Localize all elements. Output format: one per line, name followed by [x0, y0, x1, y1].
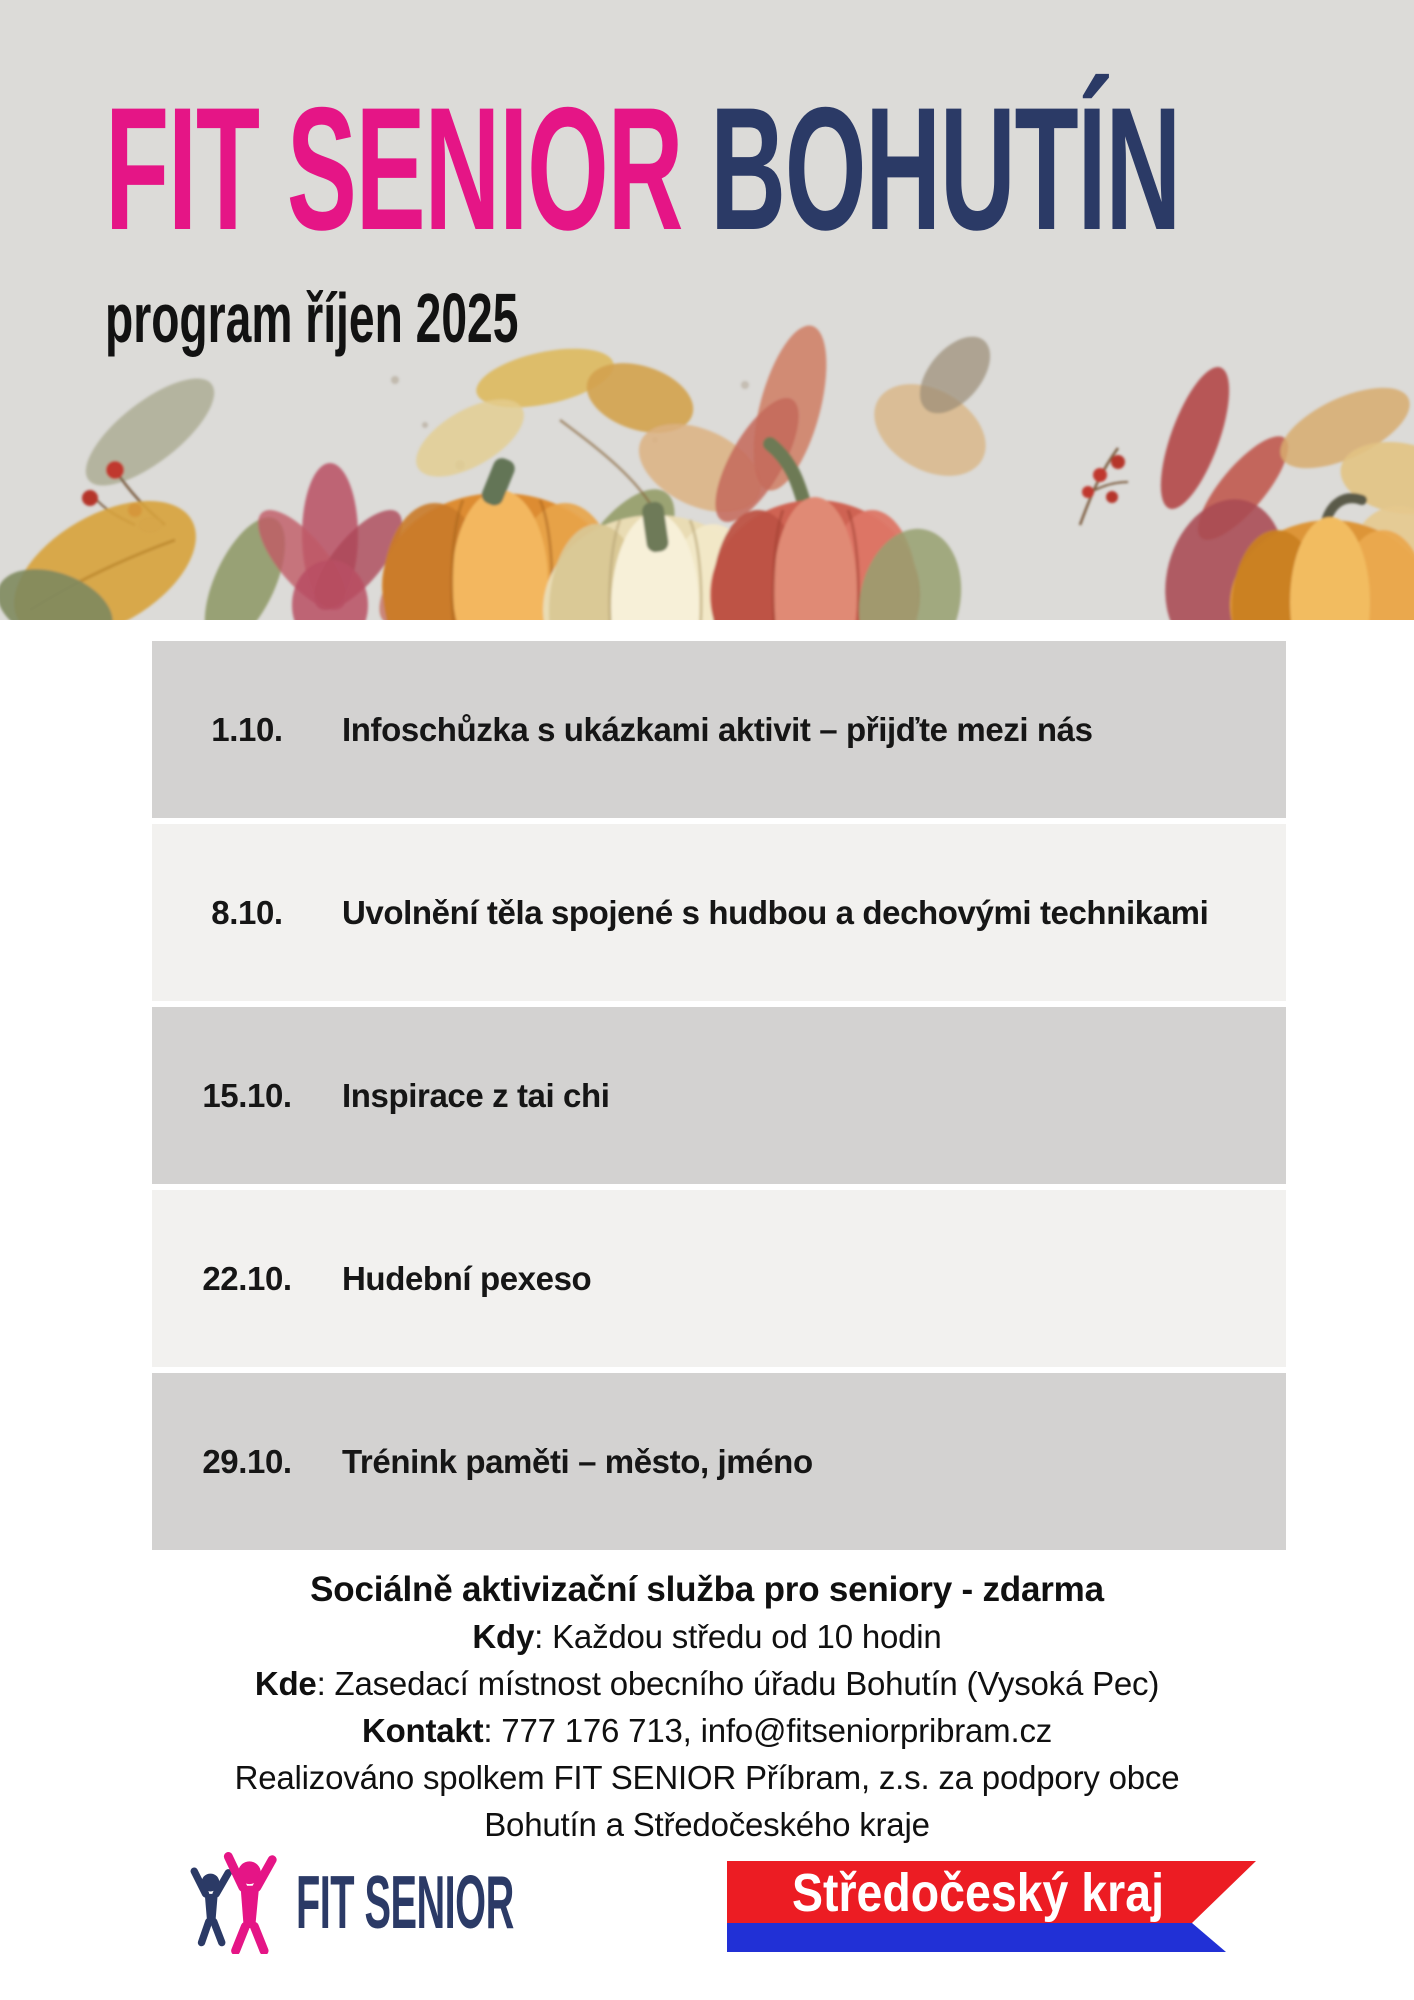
event-activity: Hudební pexeso: [342, 1259, 592, 1297]
kraj-logo-text: Středočeský kraj: [792, 1863, 1164, 1923]
jumping-figures-icon: [178, 1850, 290, 1954]
when-label: Kdy: [472, 1618, 535, 1655]
stredocesky-kraj-logo: [727, 1861, 1256, 1952]
where-value: : Zasedací místnost obecního úřadu Bohutín (Vysoká Pec): [316, 1665, 1160, 1702]
fit-senior-logo: [178, 1848, 707, 1956]
event-activity: Trénink paměti – město, jméno: [342, 1442, 813, 1480]
realization-line-1: Realizováno spolkem FIT SENIOR Příbram, z.s. za podpory obce: [234, 1759, 1180, 1796]
title-bohutin: BOHUTÍN: [710, 72, 1181, 267]
contact-value: : 777 176 713, info@fitseniorpribram.cz: [483, 1712, 1053, 1749]
where-label: Kde: [254, 1665, 317, 1702]
schedule-row: [152, 1190, 1286, 1367]
event-date: 29.10.: [202, 1442, 292, 1480]
page-subtitle: program říjen 2025: [105, 278, 519, 357]
event-date: 15.10.: [202, 1076, 292, 1114]
event-date: 22.10.: [202, 1259, 292, 1297]
page-title: [0, 0, 1414, 267]
schedule-row: [152, 1373, 1286, 1550]
program-schedule: [152, 641, 1286, 1550]
logos-row: [0, 1840, 1414, 1970]
contact-line: [0, 1707, 1414, 1754]
autumn-decoration-illustration: [0, 320, 1414, 620]
event-activity: Inspirace z tai chi: [342, 1076, 610, 1114]
title-fit-senior: FIT SENIOR: [105, 72, 683, 267]
kraj-blue-ribbon: [727, 1923, 1226, 1952]
header-section: [0, 0, 1414, 620]
when-value: : Každou středu od 10 hodin: [534, 1618, 942, 1655]
service-heading: Sociálně aktivizační služba pro seniory - zdarma: [310, 1570, 1104, 1609]
where-line: [0, 1660, 1414, 1707]
event-date: 8.10.: [211, 893, 283, 931]
footer-info: [0, 1566, 1414, 1848]
event-activity: Uvolnění těla spojené s hudbou a dechovými technikami: [342, 893, 1209, 931]
fit-senior-logo-text: FIT SENIOR: [296, 1860, 514, 1944]
realization-line-2: Bohutín a Středočeského kraje: [484, 1806, 930, 1843]
event-activity: Infoschůzka s ukázkami aktivit – přijďte mezi nás: [342, 710, 1093, 748]
when-line: [0, 1613, 1414, 1660]
contact-label: Kontakt: [361, 1712, 484, 1749]
event-date: 1.10.: [211, 710, 283, 748]
schedule-row: [152, 824, 1286, 1001]
schedule-row: [152, 641, 1286, 818]
schedule-row: [152, 1007, 1286, 1184]
